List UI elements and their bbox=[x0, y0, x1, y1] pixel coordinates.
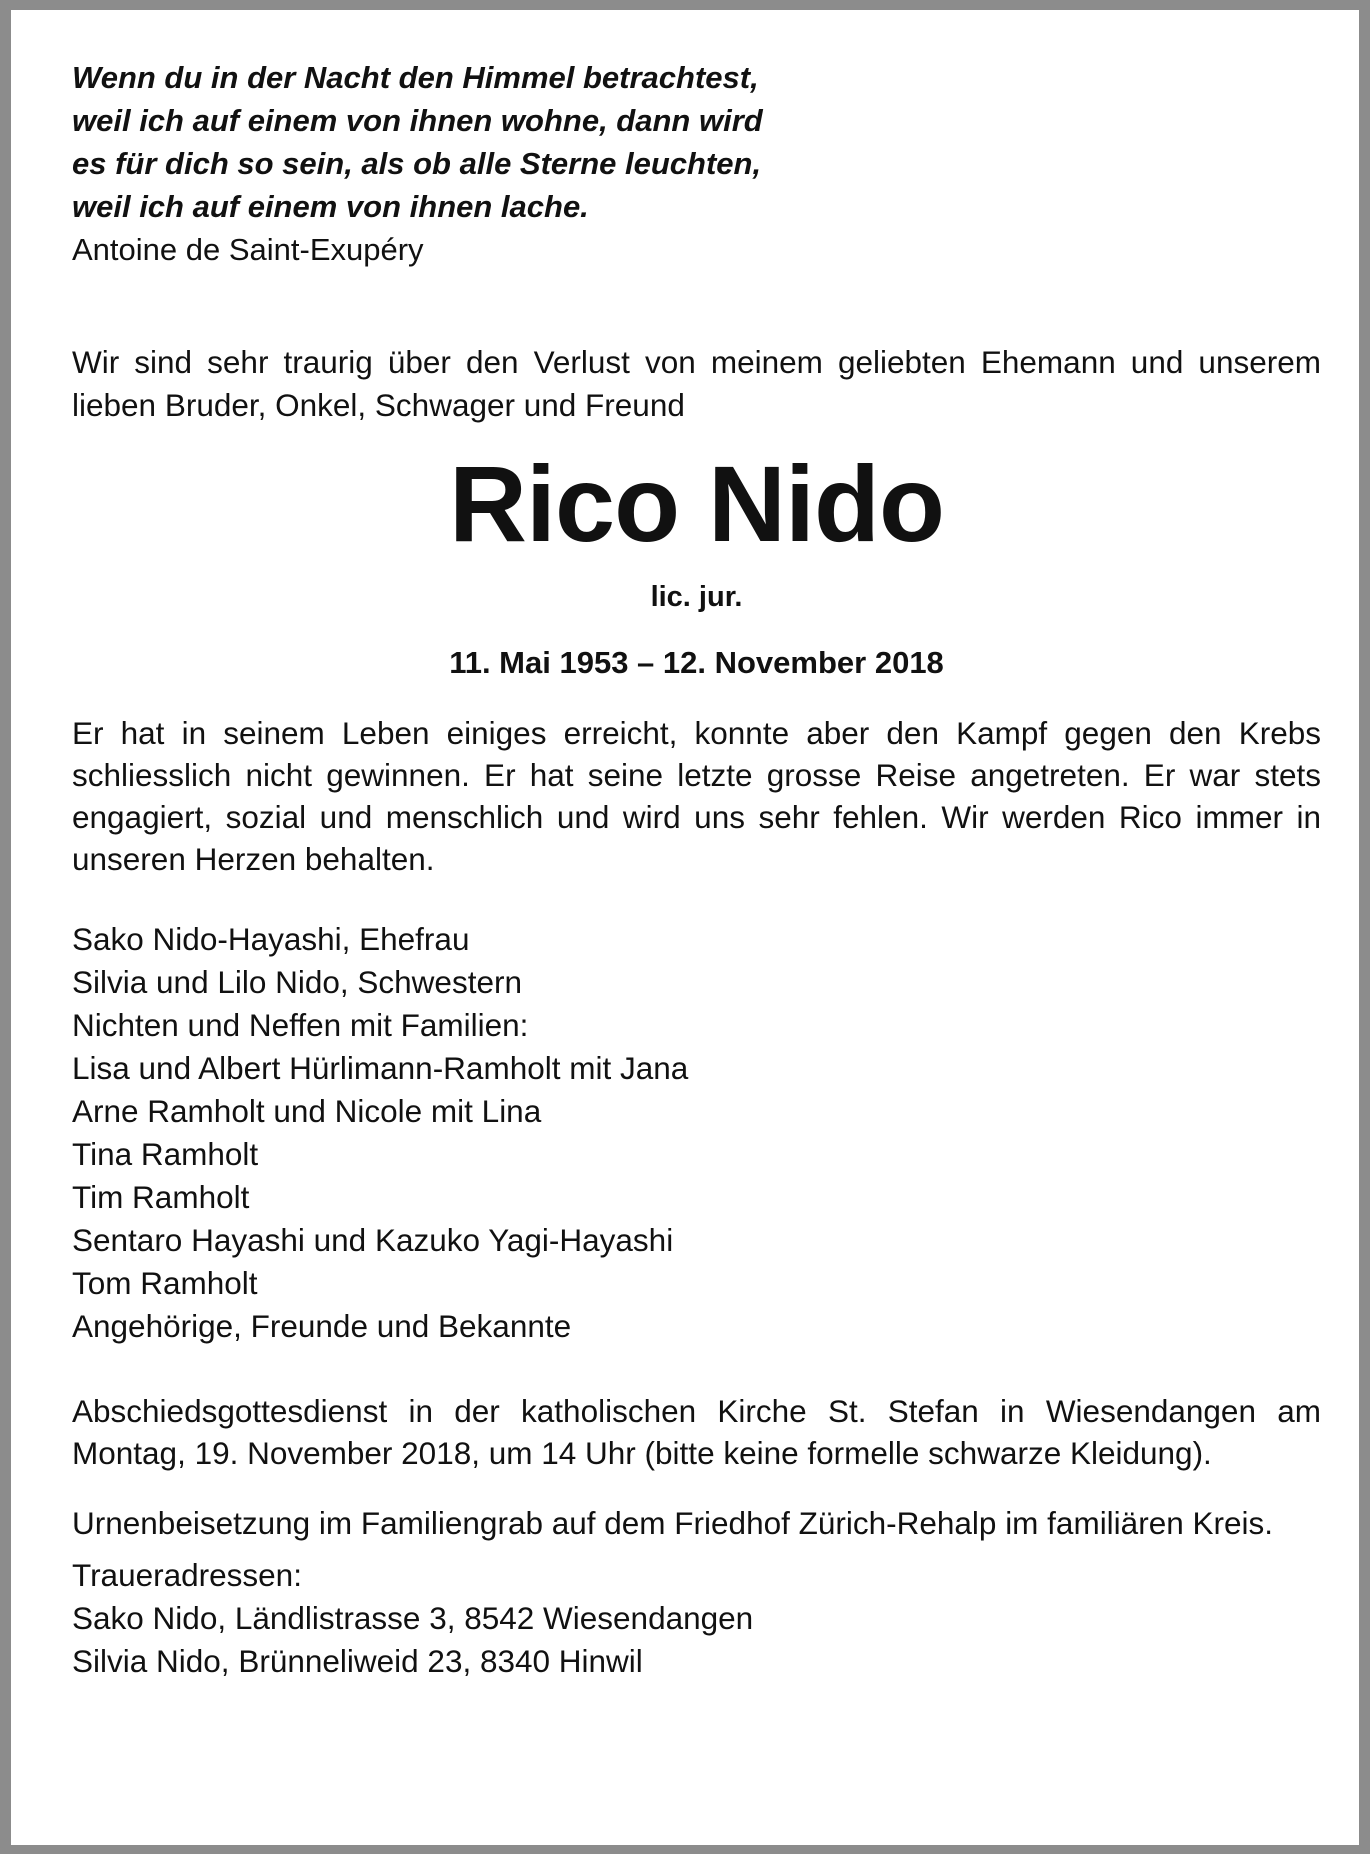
quote-line: Wenn du in der Nacht den Himmel betrachtest, bbox=[72, 60, 759, 95]
quote-author: Antoine de Saint-Exupéry bbox=[72, 232, 424, 267]
addresses-heading: Traueradressen: bbox=[72, 1557, 302, 1593]
condolence-addresses bbox=[72, 1554, 1321, 1683]
tribute-paragraph: Er hat in seinem Leben einiges erreicht, konnte aber den Kampf gegen den Krebs schliesslich nicht gewinnen. Er hat seine letzte grosse Reise angetreten. Er war stets engagiert, sozial und menschlich und wird uns sehr fehlen. Wir werden Rico immer in unseren Herzen behalten. bbox=[72, 715, 1321, 877]
mourner-line: Sako Nido-Hayashi, Ehefrau bbox=[72, 921, 470, 957]
deceased-name: Rico Nido bbox=[449, 443, 944, 564]
notice-content bbox=[72, 56, 1321, 1683]
mourner-line: Angehörige, Freunde und Bekannte bbox=[72, 1308, 572, 1344]
academic-title: lic. jur. bbox=[650, 581, 743, 613]
life-dates: 11. Mai 1953 – 12. November 2018 bbox=[449, 645, 944, 680]
quote-line: es für dich so sein, als ob alle Sterne leuchten, bbox=[72, 146, 762, 181]
intro-paragraph: Wir sind sehr traurig über den Verlust von meinem geliebten Ehemann und unserem lieben Bruder, Onkel, Schwager und Freund bbox=[72, 344, 1321, 423]
burial-paragraph: Urnenbeisetzung im Familiengrab auf dem Friedhof Zürich-Rehalp im familiären Kreis. bbox=[72, 1505, 1273, 1541]
funeral-service-paragraph: Abschiedsgottesdienst in der katholischen Kirche St. Stefan in Wiesendangen am Montag, 19. November 2018, um 14 Uhr (bitte keine formelle schwarze Kleidung). bbox=[72, 1393, 1321, 1471]
mourner-line: Arne Ramholt und Nicole mit Lina bbox=[72, 1093, 542, 1129]
mourner-line: Tim Ramholt bbox=[72, 1179, 250, 1215]
epigraph-quote bbox=[72, 56, 1321, 271]
quote-line: weil ich auf einem von ihnen lache. bbox=[72, 189, 589, 224]
mourner-line: Silvia und Lilo Nido, Schwestern bbox=[72, 964, 522, 1000]
mourners-list bbox=[72, 918, 1321, 1348]
mourner-line: Sentaro Hayashi und Kazuko Yagi-Hayashi bbox=[72, 1222, 674, 1258]
mourner-line: Tom Ramholt bbox=[72, 1265, 258, 1301]
address-line: Silvia Nido, Brünneliweid 23, 8340 Hinwil bbox=[72, 1643, 643, 1679]
mourner-line: Nichten und Neffen mit Familien: bbox=[72, 1007, 529, 1043]
address-line: Sako Nido, Ländlistrasse 3, 8542 Wiesendangen bbox=[72, 1600, 754, 1636]
mourner-line: Lisa und Albert Hürlimann-Ramholt mit Jana bbox=[72, 1050, 689, 1086]
quote-line: weil ich auf einem von ihnen wohne, dann wird bbox=[72, 103, 763, 138]
mourner-line: Tina Ramholt bbox=[72, 1136, 259, 1172]
